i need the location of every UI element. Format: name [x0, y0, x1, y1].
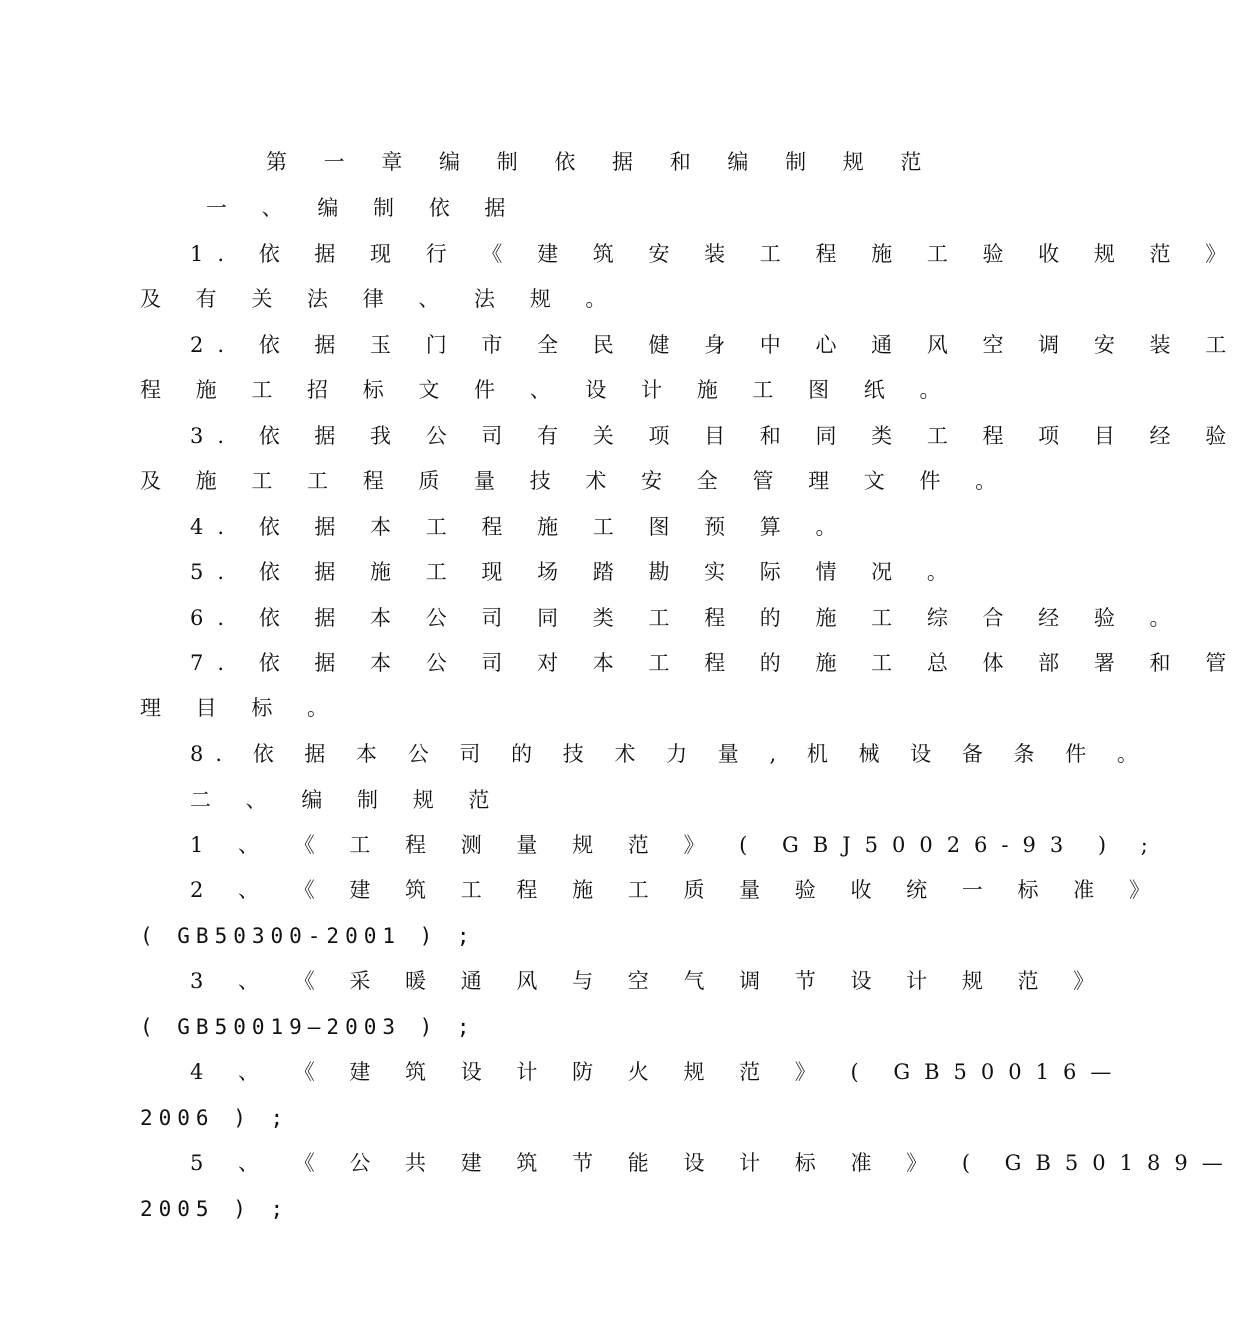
norm-item-4-line-1: 4 、 《 建 筑 设 计 防 火 规 范 》 ( GB50016— — [190, 1060, 1126, 1084]
norm-item-1: 1 、 《 工 程 测 量 规 范 》 ( GBJ50026-93 ) ; — [190, 833, 1162, 857]
basis-item-1-line-2: 及 有 关 法 律 、 法 规 。 — [140, 287, 621, 311]
basis-item-5: 5. 依 据 施 工 现 场 踏 勘 实 际 情 况 。 — [190, 560, 962, 584]
norm-item-2-line-2: ( GB50300-2001 ) ; — [140, 924, 476, 948]
basis-item-3-line-2: 及 施 工 工 程 质 量 技 术 安 全 管 理 文 件 。 — [140, 469, 1011, 493]
norm-item-3-line-2: ( GB50019—2003 ) ; — [140, 1015, 476, 1039]
basis-item-7-line-2: 理 目 标 。 — [140, 696, 343, 720]
basis-item-6: 6. 依 据 本 公 司 同 类 工 程 的 施 工 综 合 经 验 。 — [190, 606, 1185, 630]
chapter-title: 第 一 章 编 制 依 据 和 编 制 规 范 — [266, 150, 937, 174]
basis-item-2-line-1: 2. 依 据 玉 门 市 全 民 健 身 中 心 通 风 空 调 安 装 工 — [190, 333, 1240, 357]
norm-item-5-line-1: 5 、 《 公 共 建 筑 节 能 设 计 标 准 》 ( GB50189— — [190, 1151, 1237, 1175]
section-heading-basis: 一 、 编 制 依 据 — [206, 196, 520, 220]
norm-item-4-line-2: 2006 ) ; — [140, 1106, 290, 1130]
norm-item-5-line-2: 2005 ) ; — [140, 1197, 290, 1221]
basis-item-4: 4. 依 据 本 工 程 施 工 图 预 算 。 — [190, 515, 851, 539]
norm-item-2-line-1: 2 、 《 建 筑 工 程 施 工 质 量 验 收 统 一 标 准 》 — [190, 878, 1164, 902]
basis-item-2-line-2: 程 施 工 招 标 文 件 、 设 计 施 工 图 纸 。 — [140, 378, 955, 402]
basis-item-3-line-1: 3. 依 据 我 公 司 有 关 项 目 和 同 类 工 程 项 目 经 验 — [190, 424, 1240, 448]
basis-item-1-line-1: 1. 依 据 现 行 《 建 筑 安 装 工 程 施 工 验 收 规 范 》 — [190, 242, 1240, 266]
norm-item-3-line-1: 3 、 《 采 暖 通 风 与 空 气 调 节 设 计 规 范 》 — [190, 969, 1109, 993]
section-heading-norms: 二 、 编 制 规 范 — [190, 788, 504, 812]
basis-item-8: 8. 依 据 本 公 司 的 技 术 力 量 , 机 械 设 备 条 件 。 — [190, 742, 1150, 766]
basis-item-7-line-1: 7. 依 据 本 公 司 对 本 工 程 的 施 工 总 体 部 署 和 管 — [190, 651, 1240, 675]
